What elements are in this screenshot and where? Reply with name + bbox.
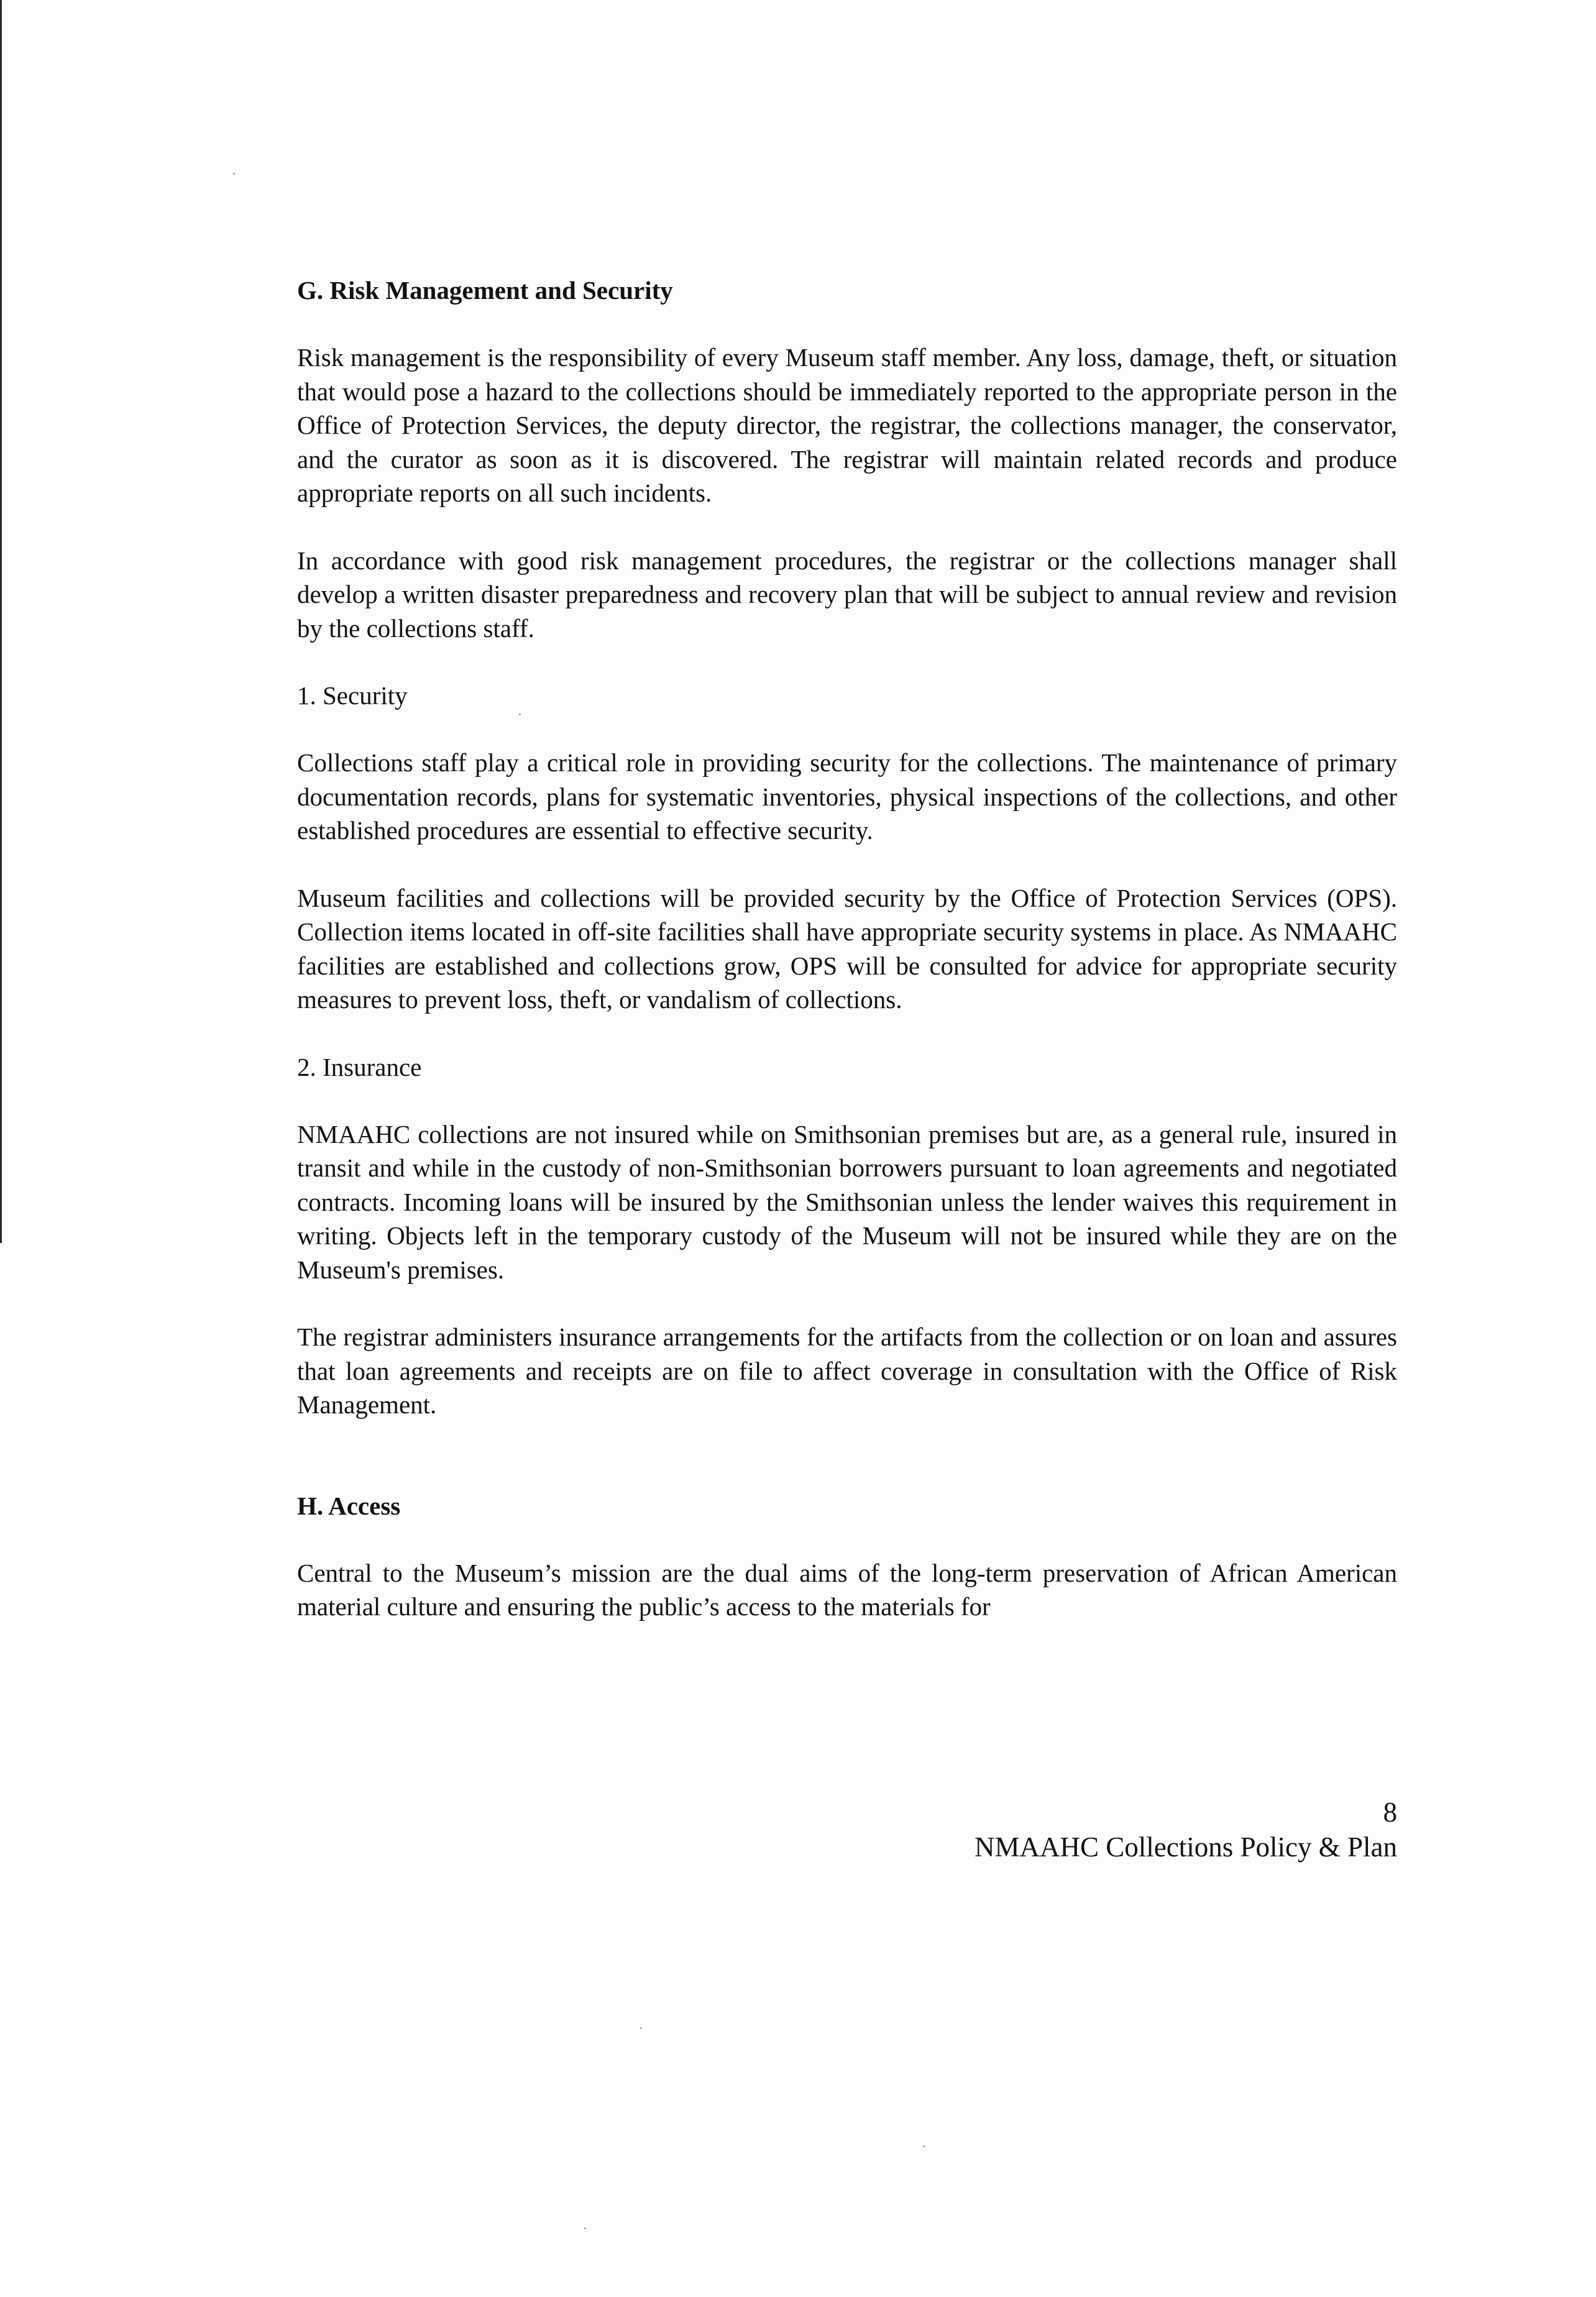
document-title: NMAAHC Collections Policy & Plan	[974, 1832, 1397, 1863]
scan-speck	[923, 2145, 925, 2147]
insurance-paragraph-1: NMAAHC collections are not insured while on Smithsonian premises but are, as a general rule, insured in transit and while in the custody of non-Smithsonian borrowers pursuant to loan agreements and negotiated contracts. Incoming loans will be insured by the Smithsonian unless the lender waives this requirement in writing. Objects left in the temporary custody of the Museum will not be insured while they are on the Museum's premises.	[297, 1119, 1397, 1284]
security-paragraph-1: Collections staff play a critical role in providing security for the collections. The maintenance of primary documentation records, plans for systematic inventories, physical inspections of the collections, and other established procedures are essential to effective security.	[297, 748, 1397, 845]
risk-management-paragraph: Risk management is the responsibility of every Museum staff member. Any loss, damage, theft, or situation that would pose a hazard to the collections should be immediately reported to the appropriate person in the Office of Protection Services, the deputy director, the registrar, the collections manager, the conservator, and the curator as soon as it is discovered. The registrar will maintain related records and produce appropriate reports on all such incidents.	[297, 343, 1397, 507]
section-g-heading: G. Risk Management and Security	[297, 276, 673, 305]
document-body	[297, 273, 1397, 1624]
scan-speck	[584, 2227, 586, 2229]
access-paragraph: Central to the Museum’s mission are the dual aims of the long-term preservation of African American material culture and ensuring the public’s access to the materials for	[297, 1558, 1397, 1621]
security-subheading: 1. Security	[297, 681, 408, 710]
scan-speck	[233, 173, 235, 175]
scan-edge-line	[0, 0, 2, 1243]
insurance-paragraph-2: The registrar administers insurance arrangements for the artifacts from the collection or on loan and assures that loan agreements and receipts are on file to affect coverage in consultation with the Office of Risk Management.	[297, 1323, 1397, 1419]
scan-speck	[640, 2027, 642, 2029]
section-h-heading: H. Access	[297, 1491, 401, 1520]
disaster-plan-paragraph: In accordance with good risk management procedures, the registrar or the collections manager shall develop a written disaster preparedness and recovery plan that will be subject to annual review and revision by the collections staff.	[297, 546, 1397, 643]
insurance-subheading: 2. Insurance	[297, 1052, 422, 1081]
page-footer	[975, 1795, 1397, 1864]
security-paragraph-2: Museum facilities and collections will be provided security by the Office of Protection Services (OPS). Collection items located in off-site facilities shall have appropriate security systems in place. As NMAAHC facilities are established and collections grow, OPS will be consulted for advice for appropriate security measures to prevent loss, theft, or vandalism of collections.	[297, 883, 1397, 1014]
page-number: 8	[1383, 1797, 1397, 1828]
